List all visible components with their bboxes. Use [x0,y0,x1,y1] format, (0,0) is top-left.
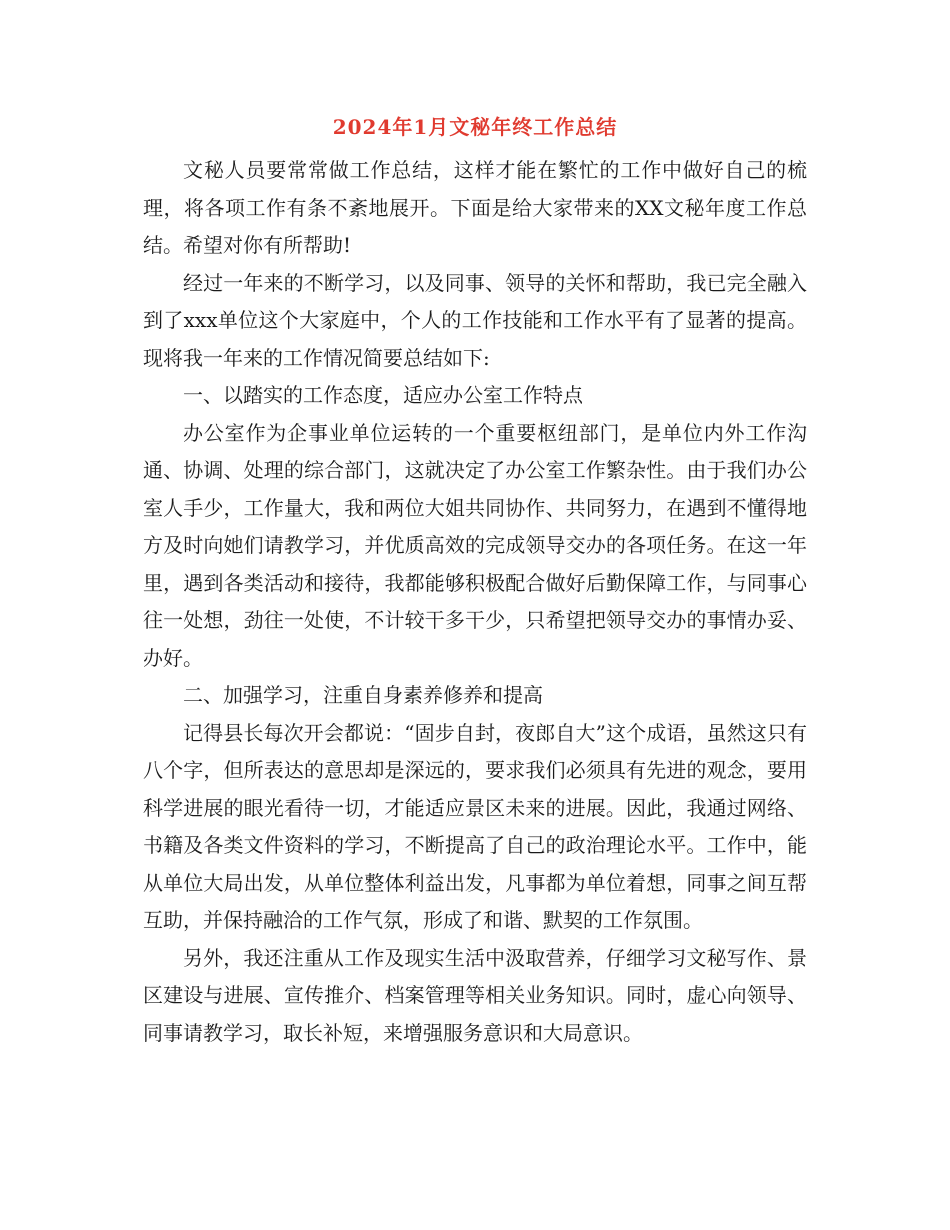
section-heading-2: 二、加强学习，注重自身素养修养和提高 [183,683,543,707]
section-heading-1: 一、以踏实的工作态度，适应办公室工作特点 [183,383,583,407]
intro-paragraph: 文秘人员要常常做工作总结，这样才能在繁忙的工作中做好自己的梳理，将各项工作有条不紊地展开。下面是给大家带来的XX文秘年度工作总结。希望对你有所帮助! [143,158,807,257]
section-1-paragraph: 办公室作为企事业单位运转的一个重要枢纽部门，是单位内外工作沟通、协调、处理的综合部门，这就决定了办公室工作繁杂性。由于我们办公室人手少，工作量大，我和两位大姐共同协作、共同努力，在遇到不懂得地方及时向她们请教学习，并优质高效的完成领导交办的各项任务。在这一年里，遇到各类活动和接待，我都能够积极配合做好后勤保障工作，与同事心往一处想，劲往一处使，不计较干多干少，只希望把领导交办的事情办妥、办好。 [143,420,807,670]
section-2-paragraph-1: 记得县长每次开会都说：“固步自封，夜郎自大”这个成语，虽然这只有八个字，但所表达的意思却是深远的，要求我们必须具有先进的观念，要用科学进展的眼光看待一切，才能适应景区未来的进展。因此，我通过网络、书籍及各类文件资料的学习，不断提高了自己的政治理论水平。工作中，能从单位大局出发，从单位整体利益出发，凡事都为单位着想，同事之间互帮互助，并保持融洽的工作气氛，形成了和谐、默契的工作氛围。 [143,720,807,932]
summary-paragraph: 经过一年来的不断学习，以及同事、领导的关怀和帮助，我已完全融入到了xxx单位这个大家庭中，个人的工作技能和工作水平有了显著的提高。现将我一年来的工作情况简要总结如下: [143,270,807,370]
document-body [143,152,807,1052]
document-title: 2024年1月文秘年终工作总结 [332,115,618,139]
section-2-paragraph-2: 另外，我还注重从工作及现实生活中汲取营养，仔细学习文秘写作、景区建设与进展、宣传推介、档案管理等相关业务知识。同时，虚心向领导、同事请教学习，取长补短，来增强服务意识和大局意识。 [143,945,807,1045]
